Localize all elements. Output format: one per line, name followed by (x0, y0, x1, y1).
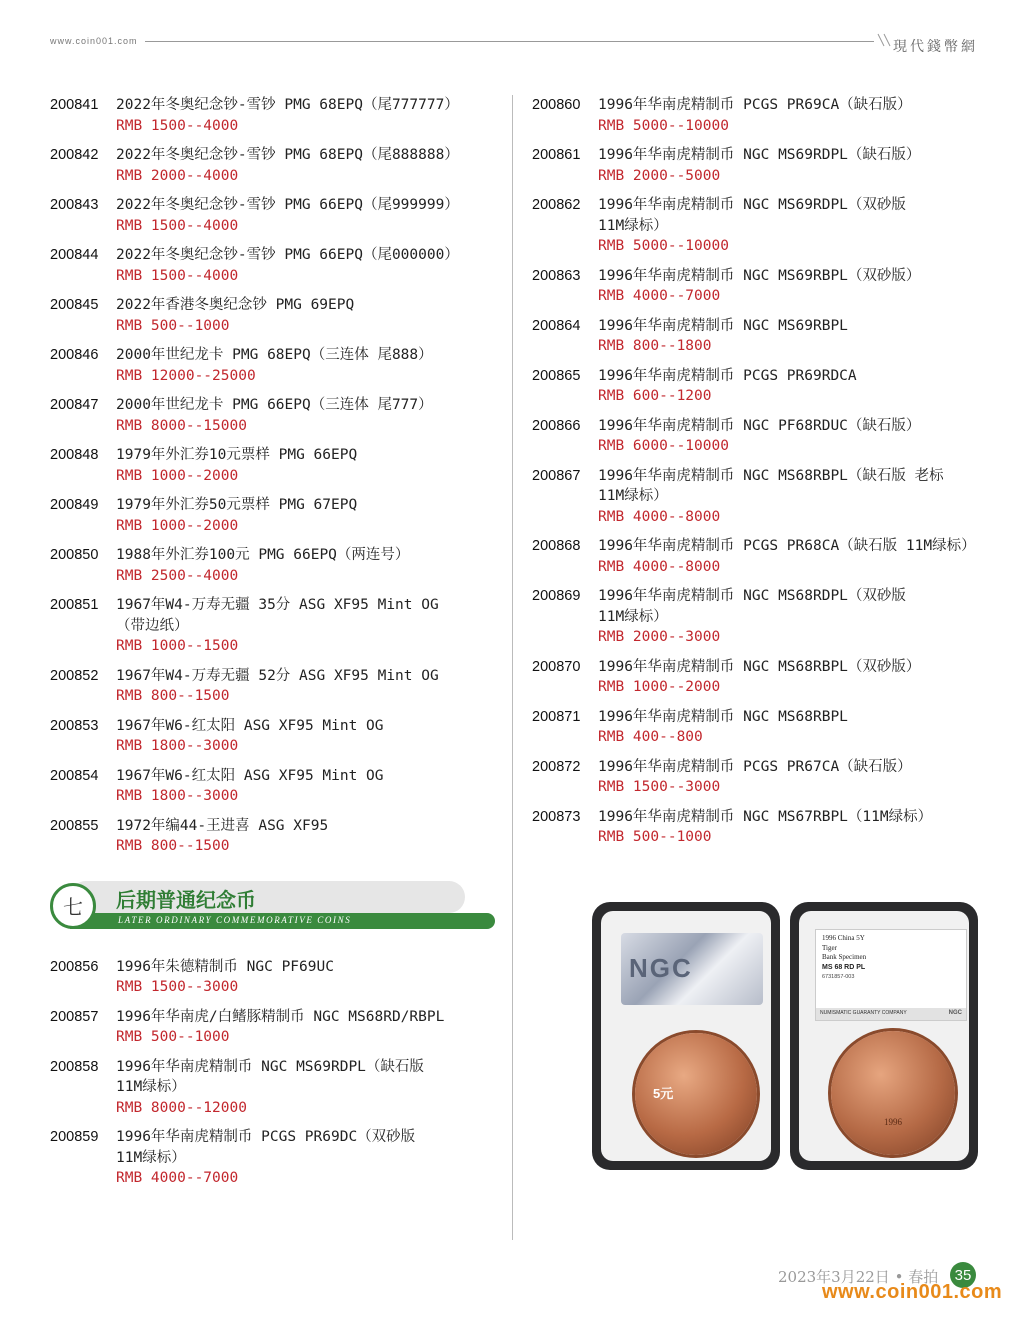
lot-estimate: RMB 5000--10000 (598, 238, 729, 254)
lot-item (50, 666, 500, 707)
lot-body (116, 245, 500, 286)
lot-item (50, 345, 500, 386)
lot-body (116, 195, 500, 236)
lot-estimate: RMB 1500--4000 (116, 217, 239, 234)
lot-item (532, 536, 1012, 577)
lot-body (598, 586, 1012, 648)
lot-item (50, 95, 500, 136)
lot-number: 200852 (50, 667, 99, 684)
tiger-coin-reverse (635, 1033, 757, 1155)
lot-estimate: RMB 500--1000 (598, 829, 712, 845)
lot-body (598, 807, 1012, 848)
lot-item (532, 266, 1012, 307)
lot-body (116, 766, 500, 807)
lot-estimate: RMB 500--1000 (116, 317, 230, 334)
lot-estimate: RMB 1800--3000 (116, 788, 239, 804)
lot-body (598, 707, 1012, 748)
footer-date: 2023年3月22日 • 春拍 (778, 1268, 939, 1286)
lot-estimate: RMB 2000--5000 (598, 167, 721, 184)
lot-item (50, 816, 500, 857)
lot-number: 200848 (50, 447, 99, 463)
lot-estimate: RMB 1500--3000 (116, 979, 239, 995)
lot-estimate: RMB 12000--25000 (116, 367, 256, 384)
lot-item (532, 145, 1012, 186)
lot-body (598, 316, 1012, 357)
coin-photo (592, 902, 982, 1170)
lot-estimate: RMB 1800--3000 (116, 738, 239, 754)
lot-item (50, 245, 500, 286)
lot-number: 200873 (532, 808, 581, 825)
column-divider (512, 95, 513, 1240)
lot-item (532, 586, 1012, 648)
lot-number: 200851 (50, 597, 99, 613)
lot-number: 200866 (532, 417, 581, 434)
lot-item (532, 316, 1012, 357)
lot-item (50, 495, 500, 536)
section-number-badge: 七 (50, 883, 96, 929)
page-header (0, 0, 1024, 70)
lot-estimate: RMB 4000--8000 (598, 558, 721, 575)
coin-denomination: 5元 (653, 1086, 674, 1101)
label-line3: Bank Specimen (822, 953, 867, 961)
lot-number: 200863 (532, 267, 581, 284)
lot-title: 1996年朱德精制币 NGC PF69UC (116, 958, 334, 975)
lot-body (598, 95, 1012, 136)
page-number: 35 (950, 1262, 976, 1288)
lot-item (50, 1127, 500, 1189)
lot-number: 200859 (50, 1129, 99, 1145)
lot-title: 2000年世纪龙卡 PMG 66EPQ（三连体 尾777） (116, 397, 433, 413)
lot-item (50, 145, 500, 186)
lot-item (50, 957, 500, 998)
lot-title: 2022年冬奥纪念钞-雪钞 PMG 68EPQ（尾777777） (116, 97, 459, 113)
lot-estimate: RMB 1000--2000 (116, 517, 239, 534)
lot-estimate: RMB 5000--10000 (598, 117, 729, 134)
lot-body (598, 466, 1012, 528)
lot-title: 1996年华南虎精制币 NGC MS68RBPL (598, 708, 848, 725)
coin-year: 1996 (884, 1117, 902, 1127)
lot-body (116, 957, 500, 998)
lot-estimate: RMB 4000--8000 (598, 508, 721, 525)
lot-body (598, 536, 1012, 577)
header-rule (145, 41, 874, 42)
lot-title: 1967年W4-万寿无疆 52分 ASG XF95 Mint OG (116, 667, 439, 684)
lot-estimate: RMB 2500--4000 (116, 567, 239, 584)
lot-title: 1996年华南虎精制币 NGC MS69RDPL（缺石版 11M绿标） (116, 1058, 424, 1095)
lot-title: 1996年华南虎精制币 PCGS PR69DC（双砂版 11M绿标） (116, 1129, 416, 1166)
label-cert: 6731857-003 (822, 974, 855, 980)
lot-body (116, 95, 500, 136)
lot-title: 1996年华南虎精制币 NGC MS69RBPL（双砂版） (598, 267, 921, 284)
lot-body (116, 666, 500, 707)
lot-body (116, 1007, 500, 1048)
lot-title: 2022年冬奥纪念钞-雪钞 PMG 66EPQ（尾999999） (116, 197, 459, 213)
lot-body (116, 1057, 500, 1119)
lot-body (598, 657, 1012, 698)
site-url: www.coin001.com (50, 36, 138, 46)
lot-title: 1996年华南虎精制币 PCGS PR69RDCA (598, 367, 857, 384)
lot-item (532, 466, 1012, 528)
lot-number: 200850 (50, 547, 99, 563)
lot-body (116, 395, 500, 436)
ngc-logo: NGC (948, 1010, 962, 1016)
lot-title: 2022年冬奥纪念钞-雪钞 PMG 68EPQ（尾888888） (116, 147, 459, 163)
lot-estimate: RMB 800--1500 (116, 838, 230, 854)
lot-item (532, 807, 1012, 848)
lot-number: 200855 (50, 817, 99, 834)
lot-number: 200842 (50, 147, 99, 163)
lot-list-right (532, 95, 1012, 848)
lot-title: 1988年外汇券100元 PMG 66EPQ（两连号） (116, 547, 410, 563)
label-footer (816, 1008, 966, 1020)
lot-title: 1996年华南虎精制币 NGC MS67RBPL（11M绿标） (598, 808, 933, 825)
label-grade: MS 68 RD PL (822, 964, 866, 971)
lot-body (116, 445, 500, 486)
right-column (532, 95, 1012, 857)
lot-body (598, 266, 1012, 307)
hologram-label (621, 933, 763, 1005)
lot-item (50, 1057, 500, 1119)
lot-title: 1972年编44-王进喜 ASG XF95 (116, 817, 329, 834)
lot-number: 200843 (50, 197, 99, 213)
lot-estimate: RMB 6000--10000 (598, 438, 729, 454)
slab-obverse (790, 902, 978, 1170)
lot-item (50, 595, 500, 657)
lot-item (532, 416, 1012, 457)
lot-title: 1979年外汇券10元票样 PMG 66EPQ (116, 447, 358, 463)
section-title-zh: 后期普通纪念币 (116, 887, 256, 912)
lot-title: 1996年华南虎精制币 NGC MS69RBPL (598, 317, 848, 334)
lot-item (532, 195, 1012, 257)
lot-title: 1996年华南虎精制币 PCGS PR67CA（缺石版） (598, 758, 912, 775)
lot-body (116, 595, 500, 657)
lot-title: 2022年冬奥纪念钞-雪钞 PMG 66EPQ（尾000000） (116, 247, 459, 263)
lot-list-section (50, 957, 500, 1189)
lot-body (116, 495, 500, 536)
header-brand: 現代錢幣網 (893, 39, 978, 55)
lot-item (532, 757, 1012, 798)
lot-title: 1996年华南虎/白鳍豚精制币 NGC MS68RD/RBPL (116, 1008, 445, 1025)
lot-body (116, 716, 500, 757)
lot-title: 1996年华南虎精制币 NGC MS68RBPL（双砂版） (598, 658, 921, 675)
lot-number: 200856 (50, 958, 99, 975)
lot-item (50, 195, 500, 236)
lot-number: 200871 (532, 708, 581, 725)
lot-title: 1996年华南虎精制币 NGC MS69RDPL（双砂版 11M绿标） (598, 197, 906, 234)
lot-title: 1967年W6-红太阳 ASG XF95 Mint OG (116, 717, 384, 734)
lot-item (532, 95, 1012, 136)
lot-body (116, 1127, 500, 1189)
lot-title: 1996年华南虎精制币 NGC MS68RBPL（缺石版 老标 11M绿标） (598, 467, 944, 504)
lot-number: 200865 (532, 367, 581, 384)
label-footer-text: NUMISMATIC GUARANTY COMPANY (820, 1010, 907, 1016)
lot-estimate: RMB 500--1000 (116, 1029, 230, 1045)
lot-estimate: RMB 1500--3000 (598, 779, 721, 795)
lot-item (50, 716, 500, 757)
lot-number: 200847 (50, 397, 99, 413)
lot-number: 200864 (532, 317, 581, 334)
lot-estimate: RMB 8000--15000 (116, 417, 247, 434)
slab-reverse (592, 902, 780, 1170)
lot-title: 1996年华南虎精制币 PCGS PR69CA（缺石版） (598, 97, 912, 113)
lot-item (50, 295, 500, 336)
lot-item (532, 707, 1012, 748)
lot-item (532, 366, 1012, 407)
lot-estimate: RMB 4000--7000 (116, 1170, 239, 1186)
lot-estimate: RMB 1000--2000 (598, 679, 721, 695)
ngc-label (815, 929, 967, 1021)
lot-estimate: RMB 1500--4000 (116, 117, 239, 134)
lot-body (116, 816, 500, 857)
lot-number: 200846 (50, 347, 99, 363)
lot-item (50, 1007, 500, 1048)
lot-number: 200868 (532, 538, 581, 554)
label-line2: Tiger (822, 944, 837, 952)
lot-estimate: RMB 800--1800 (598, 338, 712, 354)
lot-title: 1996年华南虎精制币 NGC MS68RDPL（双砂版 11M绿标） (598, 588, 906, 625)
lot-title: 1996年华南虎精制币 NGC MS69RDPL（缺石版） (598, 147, 921, 163)
lot-title: 1967年W4-万寿无疆 35分 ASG XF95 Mint OG （带边纸） (116, 597, 439, 634)
lot-number: 200857 (50, 1008, 99, 1025)
lot-estimate: RMB 1000--2000 (116, 467, 239, 484)
hologram-text: NGC (629, 953, 693, 983)
lot-number: 200861 (532, 147, 581, 163)
lot-number: 200854 (50, 767, 99, 784)
lot-estimate: RMB 8000--12000 (116, 1099, 247, 1116)
lot-number: 200853 (50, 717, 99, 734)
lot-title: 1996年华南虎精制币 PCGS PR68CA（缺石版 11M绿标） (598, 538, 976, 554)
lot-number: 200869 (532, 588, 581, 604)
lot-body (598, 757, 1012, 798)
lot-body (116, 145, 500, 186)
lot-estimate: RMB 2000--4000 (116, 167, 239, 184)
slab-inner (799, 911, 969, 1161)
lot-body (598, 195, 1012, 257)
slab-inner (601, 911, 771, 1161)
lot-estimate: RMB 4000--7000 (598, 288, 721, 304)
lot-number: 200872 (532, 758, 581, 775)
lot-estimate: RMB 800--1500 (116, 688, 230, 704)
lot-title: 1996年华南虎精制币 NGC PF68RDUC（缺石版） (598, 417, 921, 434)
lot-item (50, 395, 500, 436)
lot-body (116, 295, 500, 336)
lot-title: 2000年世纪龙卡 PMG 68EPQ（三连体 尾888） (116, 347, 433, 363)
lot-number: 200841 (50, 97, 99, 113)
label-line1: 1996 China 5Y (822, 934, 865, 942)
lot-number: 200867 (532, 467, 581, 484)
lot-estimate: RMB 600--1200 (598, 388, 712, 404)
lot-number: 200860 (532, 97, 581, 113)
lot-number: 200849 (50, 497, 99, 513)
lot-number: 200862 (532, 197, 581, 213)
lot-item (50, 445, 500, 486)
lot-estimate: RMB 400--800 (598, 729, 703, 745)
lot-list-left (50, 95, 500, 857)
lot-estimate: RMB 1500--4000 (116, 267, 239, 284)
section-title-en: LATER ORDINARY COMMEMORATIVE COINS (118, 914, 352, 925)
left-column (50, 95, 500, 1198)
lot-estimate: RMB 1000--1500 (116, 638, 239, 654)
lot-number: 200845 (50, 297, 99, 313)
lot-body (598, 366, 1012, 407)
lot-body (598, 416, 1012, 457)
lot-item (50, 766, 500, 807)
lot-number: 200844 (50, 247, 99, 263)
lot-body (116, 345, 500, 386)
lot-title: 2022年香港冬奥纪念钞 PMG 69EPQ (116, 297, 355, 313)
lot-title: 1979年外汇券50元票样 PMG 67EPQ (116, 497, 358, 513)
section-header (50, 881, 500, 931)
lot-body (116, 545, 500, 586)
lot-estimate: RMB 2000--3000 (598, 629, 721, 645)
lot-title: 1967年W6-红太阳 ASG XF95 Mint OG (116, 767, 384, 784)
lot-item (532, 657, 1012, 698)
lot-number: 200870 (532, 658, 581, 675)
watermark: www.coin001.com (822, 1281, 1003, 1303)
coin-obverse (831, 1031, 955, 1155)
lot-number: 200858 (50, 1058, 99, 1075)
lot-item (50, 545, 500, 586)
lot-body (598, 145, 1012, 186)
